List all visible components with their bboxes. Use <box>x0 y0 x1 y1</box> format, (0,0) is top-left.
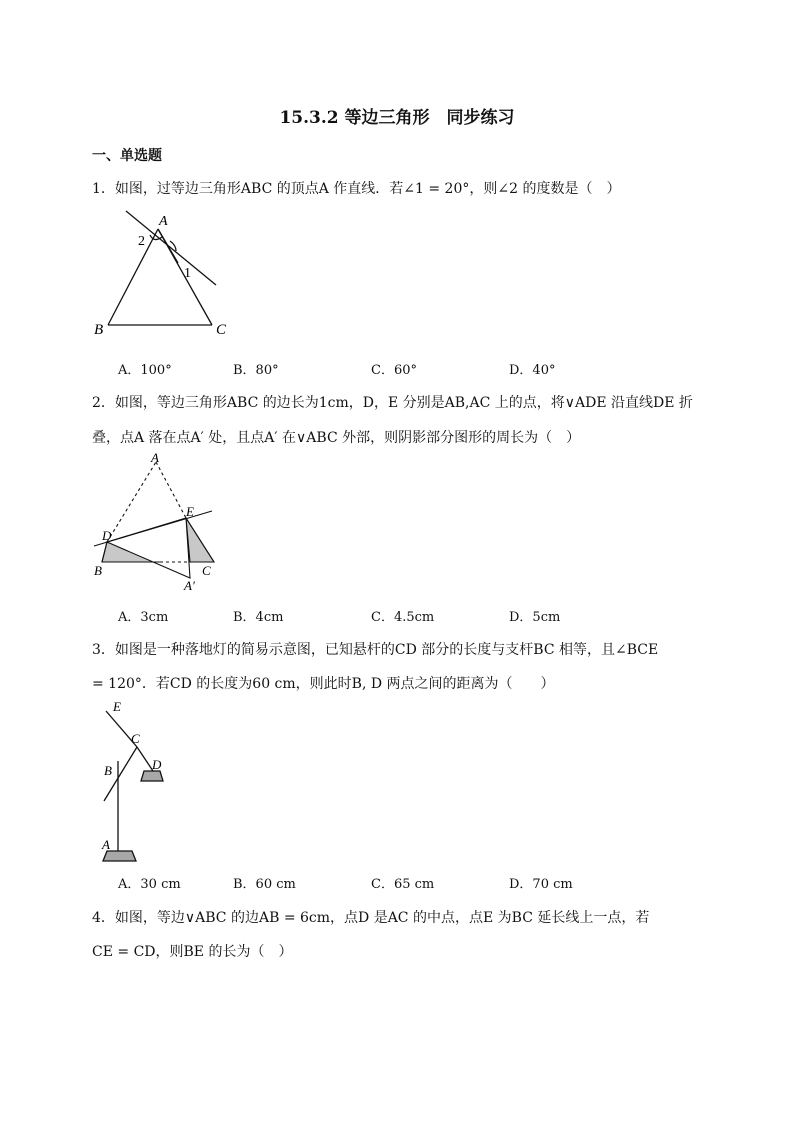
question-1-figure <box>90 205 240 340</box>
q2-option-a[interactable]: A．3cm <box>118 610 169 625</box>
q3-label-d: D <box>152 757 162 772</box>
q1-option-c[interactable]: C．60° <box>371 363 417 378</box>
q1-label-b: B <box>94 322 104 338</box>
q2-label-d: D <box>102 528 112 543</box>
page-title: 15.3.2 等边三角形 同步练习 <box>279 108 515 128</box>
q1-label-a: A <box>159 214 168 229</box>
question-2-text-line-2: 叠，点A 落在点A′ 处，且点A′ 在∨ABC 外部，则阴影部分图形的周长为（ ） <box>92 430 581 446</box>
q2-option-b[interactable]: B．4cm <box>233 610 284 625</box>
question-1-text: 1．如图，过等边三角形ABC 的顶点A 作直线．若∠1 = 20°，则∠2 的度数是（ ） <box>92 181 621 197</box>
q3-label-b: B <box>104 763 112 778</box>
q2-label-c: C <box>202 563 211 578</box>
q1-option-a[interactable]: A．100° <box>118 363 172 378</box>
q1-option-b[interactable]: B．80° <box>233 363 279 378</box>
q1-option-d[interactable]: D．40° <box>509 363 556 378</box>
q2-label-a-prime: A′ <box>184 578 195 593</box>
q2-label-e: E <box>186 504 194 519</box>
q1-label-c: C <box>216 322 227 338</box>
question-2-figure <box>92 452 222 597</box>
q3-label-a: A <box>102 837 110 852</box>
q1-label-1: 1 <box>184 266 191 281</box>
q3-option-d[interactable]: D．70 cm <box>509 877 573 892</box>
question-2-text-line-1: 2．如图，等边三角形ABC 的边长为1cm，D，E 分别是AB,AC 上的点，将∨ADE 沿直线DE 折 <box>92 395 693 411</box>
q3-label-e: E <box>113 699 121 714</box>
q3-label-c: C <box>131 731 140 746</box>
q3-option-a[interactable]: A．30 cm <box>118 877 181 892</box>
q1-label-2: 2 <box>138 234 145 249</box>
question-4-text-line-2: CE = CD，则BE 的长为（ ） <box>92 944 293 960</box>
q2-option-d[interactable]: D．5cm <box>509 610 561 625</box>
q2-label-a: A <box>151 450 159 465</box>
q3-option-c[interactable]: C．65 cm <box>371 877 435 892</box>
q2-label-b: B <box>94 563 102 578</box>
question-4-text-line-1: 4．如图，等边∨ABC 的边AB = 6cm，点D 是AC 的中点，点E 为BC 延长线上一点，若 <box>92 910 650 926</box>
question-3-text-line-2: = 120°．若CD 的长度为60 cm，则此时B, D 两点之间的距离为（ ） <box>92 676 555 692</box>
q2-option-c[interactable]: C．4.5cm <box>371 610 435 625</box>
section-heading: 一、单选题 <box>92 148 162 164</box>
question-3-text-line-1: 3．如图是一种落地灯的简易示意图，已知悬杆的CD 部分的长度与支杆BC 相等，且∠BCE <box>92 642 659 658</box>
q3-option-b[interactable]: B．60 cm <box>233 877 296 892</box>
question-3-figure <box>94 697 184 867</box>
